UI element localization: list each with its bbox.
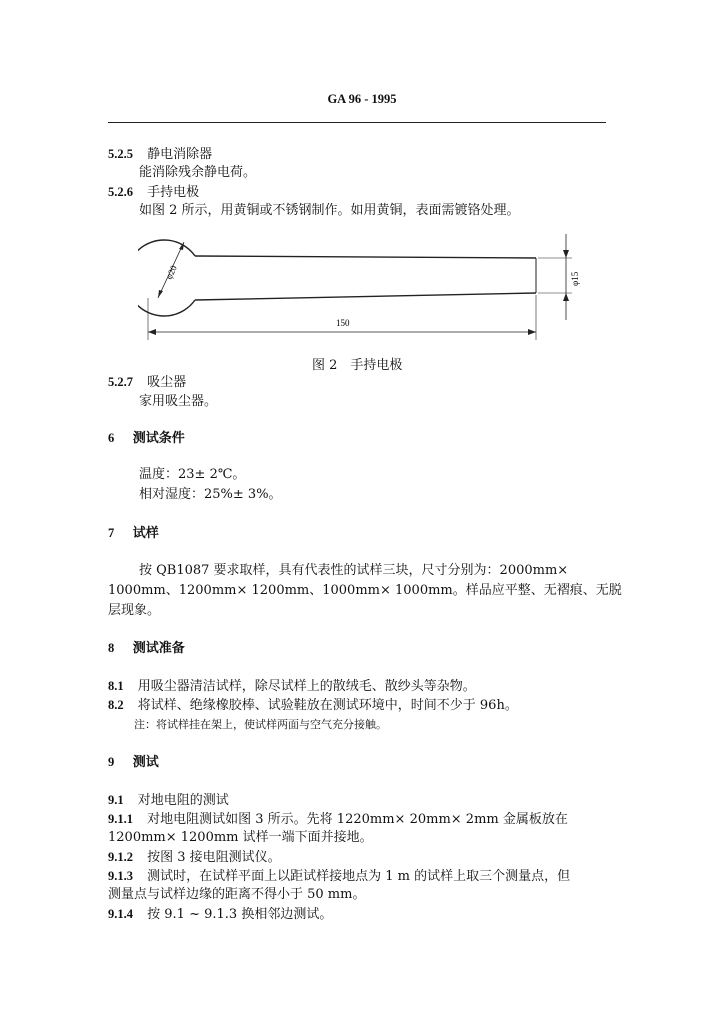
section-number: 5.2.5 <box>108 147 133 161</box>
item-text: 对地电阻的测试 <box>137 793 229 808</box>
section-5-2-7 <box>108 373 186 392</box>
electrode-rod-top <box>195 256 536 258</box>
item-8-2 <box>108 696 518 715</box>
item-9-1-2 <box>108 848 281 867</box>
item-text: 对地电阻测试如图 3 所示。先将 1220mm× 20mm× 2mm 金属板放在 <box>147 812 568 827</box>
paragraph: 如图 2 所示，用黄铜或不锈钢制作。如用黄铜，表面需镀铬处理。 <box>139 203 520 218</box>
item-number: 9.1 <box>108 793 124 807</box>
section-title: 测试准备 <box>132 641 185 656</box>
humidity-line: 相对湿度：25%± 3%。 <box>139 487 282 502</box>
item-text: 按 9.1 ~ 9.1.3 换相邻边测试。 <box>147 907 333 922</box>
section-7-heading <box>108 524 159 543</box>
item-text: 将试样、绝缘橡胶棒、试验鞋放在测试环境中，时间不少于 96h。 <box>137 698 518 713</box>
paragraph: 家用吸尘器。 <box>139 394 218 409</box>
item-text: 按图 3 接电阻测试仪。 <box>147 850 281 865</box>
section-title: 试样 <box>132 526 159 541</box>
item-9-1 <box>108 791 229 810</box>
item-9-1-1 <box>108 810 568 829</box>
diameter-label: φ20 <box>163 263 179 281</box>
section-number: 7 <box>108 526 115 540</box>
hand-electrode-figure <box>138 228 588 348</box>
item-text: 用吸尘器清洁试样，除尽试样上的散绒毛、散纱头等杂物。 <box>137 679 476 694</box>
figure-caption: 图 2 手持电极 <box>312 358 403 373</box>
section-title: 测试条件 <box>132 431 185 446</box>
item-text: 测试时，在试样平面上以距试样接地点为 1 m 的试样上取三个测量点，但 <box>147 869 571 884</box>
electrode-rod-bottom <box>195 293 536 300</box>
section-number: 5.2.6 <box>108 185 133 199</box>
length-arrow-left <box>148 329 156 335</box>
length-arrow-right <box>528 329 536 335</box>
item-9-1-4 <box>108 905 332 924</box>
section-6-heading <box>108 429 185 448</box>
section-title: 静电消除器 <box>147 147 213 162</box>
length-label: 150 <box>336 318 350 328</box>
section-5-2-5 <box>108 145 212 164</box>
end-arrow-bottom <box>563 293 569 301</box>
section-number: 8 <box>108 641 115 655</box>
section-9-heading <box>108 753 159 772</box>
paragraph-line: 层现象。 <box>108 603 161 618</box>
diameter-arrow-tail <box>158 290 163 298</box>
end-arrow-top <box>563 250 569 258</box>
item-number: 9.1.3 <box>108 869 133 883</box>
temperature-line: 温度：23± 2℃。 <box>139 467 246 482</box>
item-number: 9.1.4 <box>108 907 133 921</box>
header-rule <box>108 122 606 123</box>
item-number: 9.1.2 <box>108 850 133 864</box>
item-number: 8.2 <box>108 698 124 712</box>
document-header: GA 96 - 1995 <box>327 92 397 106</box>
section-title: 吸尘器 <box>147 375 187 390</box>
section-5-2-6 <box>108 183 199 202</box>
paragraph-line: 1000mm、1200mm× 1200mm、1000mm× 1000mm。样品应平整、无褶痕、无脱 <box>108 583 622 598</box>
end-diameter-label: φ15 <box>570 271 580 286</box>
section-title: 手持电极 <box>147 185 200 200</box>
section-number: 9 <box>108 755 115 769</box>
section-8-heading <box>108 639 185 658</box>
item-9-1-3-continued: 测量点与试样边缘的距离不得小于 50 mm。 <box>108 887 366 902</box>
section-number: 5.2.7 <box>108 375 133 389</box>
paragraph-line: 按 QB1087 要求取样，具有代表性的试样三块，尺寸分别为：2000mm× <box>139 563 569 578</box>
paragraph: 能消除残余静电荷。 <box>139 165 257 180</box>
note: 注：将试样挂在架上，使试样两面与空气充分接触。 <box>134 718 387 731</box>
section-title: 测试 <box>132 755 159 770</box>
item-8-1 <box>108 677 476 696</box>
section-number: 6 <box>108 431 115 445</box>
item-9-1-1-continued: 1200mm× 1200mm 试样一端下面并接地。 <box>108 830 373 845</box>
item-number: 8.1 <box>108 679 124 693</box>
item-9-1-3 <box>108 867 570 886</box>
item-number: 9.1.1 <box>108 812 133 826</box>
